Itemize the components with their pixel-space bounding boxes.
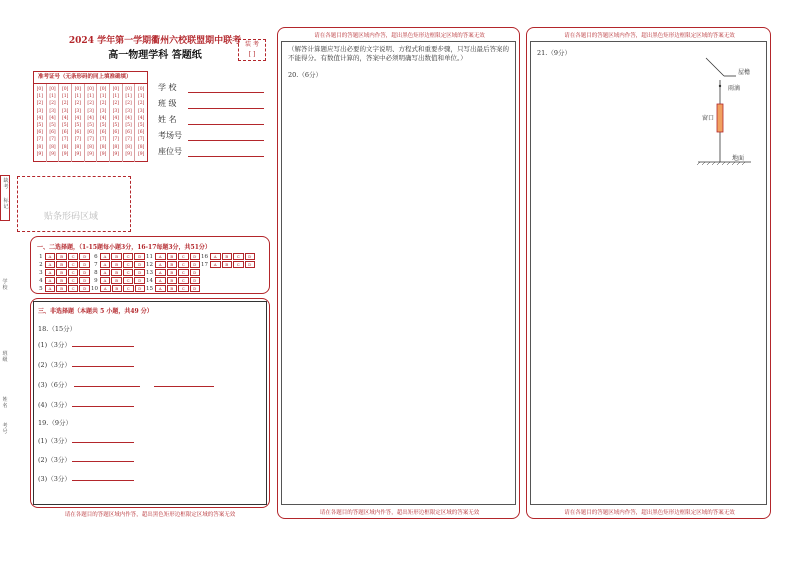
mcq-question-group bbox=[36, 269, 91, 276]
exam-id-digit-bubble[interactable]: [4] bbox=[100, 115, 107, 121]
mcq-row bbox=[36, 285, 201, 292]
info-field bbox=[158, 146, 270, 160]
q18-part: (2)（3分） bbox=[38, 361, 71, 369]
mcq-option-bubble[interactable]: A bbox=[155, 285, 166, 292]
exam-id-digit-bubble[interactable]: [4] bbox=[36, 115, 44, 121]
exam-id-digit-bubble[interactable]: [6] bbox=[49, 130, 56, 136]
mcq-question-number: 5 bbox=[39, 285, 43, 292]
info-field-input-line[interactable] bbox=[188, 124, 264, 125]
exam-id-digit-bubble[interactable]: [1] bbox=[125, 94, 132, 100]
exam-id-digit-bubble[interactable]: [2] bbox=[74, 101, 82, 107]
q20-label: 20.（6分） bbox=[288, 71, 322, 79]
mcq-option-bubble[interactable]: D bbox=[79, 277, 90, 284]
exam-id-digit-bubble[interactable]: [0] bbox=[87, 87, 94, 92]
absent-label: 装 考 bbox=[245, 41, 259, 48]
exam-id-digit-bubble[interactable]: [7] bbox=[36, 137, 44, 143]
mcq-option-bubble[interactable]: C bbox=[178, 261, 189, 268]
mcq-option-bubble[interactable]: C bbox=[68, 277, 79, 284]
exam-id-digit-bubble[interactable]: [8] bbox=[100, 144, 107, 150]
absent-mark-tab[interactable] bbox=[0, 175, 10, 221]
exam-id-digit-bubble[interactable]: [7] bbox=[138, 137, 145, 143]
mcq-row bbox=[36, 269, 201, 276]
info-field bbox=[158, 98, 270, 112]
exam-id-digit-bubble[interactable]: [5] bbox=[49, 123, 56, 129]
ground-hatch bbox=[697, 162, 745, 165]
mcq-option-bubble[interactable]: B bbox=[167, 277, 178, 284]
exam-id-digit-bubble[interactable]: [5] bbox=[100, 123, 107, 129]
mcq-question-number: 11 bbox=[146, 253, 153, 260]
exam-id-digit-bubble[interactable]: [5] bbox=[36, 123, 44, 129]
exam-id-digit-bubble[interactable]: [6] bbox=[138, 130, 145, 136]
q19-part: (1)（3分） bbox=[38, 437, 71, 445]
mcq-row bbox=[36, 277, 201, 284]
sidebar-label: 姓名 bbox=[2, 397, 8, 409]
exam-id-digit-bubble[interactable]: [0] bbox=[49, 87, 56, 92]
q18-part: (3)（6分） bbox=[38, 381, 71, 389]
mcq-option-bubble[interactable]: A bbox=[100, 277, 111, 284]
section3-panel bbox=[30, 298, 270, 508]
exam-id-digit-bubble[interactable]: [9] bbox=[36, 151, 44, 157]
mcq-option-bubble[interactable]: B bbox=[111, 277, 122, 284]
exam-id-digit-bubble[interactable]: [5] bbox=[74, 123, 82, 129]
drop-label: 雨滴 bbox=[728, 85, 741, 92]
sidebar-label: 考号 bbox=[2, 423, 8, 435]
mcq-question-number: 10 bbox=[91, 285, 98, 292]
mcq-option-bubble[interactable]: A bbox=[100, 253, 111, 260]
mcq-option-bubble[interactable]: B bbox=[112, 285, 123, 292]
exam-id-digit-bubble[interactable]: [2] bbox=[112, 101, 120, 107]
mcq-option-bubble[interactable]: D bbox=[134, 253, 145, 260]
exam-id-digit-bubble[interactable]: [0] bbox=[100, 87, 107, 92]
raindrop-icon bbox=[719, 85, 721, 87]
exam-id-digit-bubble[interactable]: [4] bbox=[125, 115, 132, 121]
exam-id-digit-bubble[interactable]: [4] bbox=[112, 115, 120, 121]
exam-id-digit-bubble[interactable]: [2] bbox=[100, 101, 107, 107]
col1-bottom-notice: 请在各题目的答题区域内作答，超出黑色矩形边框限定区域的答案无效 bbox=[64, 512, 236, 518]
exam-id-digit-bubble[interactable]: [4] bbox=[61, 115, 69, 121]
exam-id-column bbox=[135, 84, 147, 162]
info-field-input-line[interactable] bbox=[188, 140, 264, 141]
mcq-option-bubble[interactable]: A bbox=[210, 261, 221, 268]
info-field bbox=[158, 82, 270, 96]
exam-id-digit-bubble[interactable]: [4] bbox=[87, 115, 94, 121]
exam-id-column bbox=[110, 84, 123, 162]
exam-id-column bbox=[123, 84, 136, 162]
mcq-option-bubble[interactable]: C bbox=[178, 285, 189, 292]
q19-part: (2)（3分） bbox=[38, 456, 71, 464]
mcq-question-group bbox=[146, 277, 201, 284]
mcq-question-group bbox=[91, 269, 146, 276]
mcq-option-bubble[interactable]: C bbox=[123, 261, 134, 268]
mcq-option-bubble[interactable]: C bbox=[68, 261, 79, 268]
col2-top-notice: 请在各题目的答题区域内作答，超出黑色矩形边框限定区域的答案无效 bbox=[314, 33, 485, 39]
mcq-option-bubble[interactable]: A bbox=[155, 253, 166, 260]
mcq-option-bubble[interactable]: A bbox=[155, 269, 166, 276]
exam-id-digit-bubble[interactable]: [3] bbox=[100, 108, 107, 114]
exam-id-digit-bubble[interactable]: [6] bbox=[74, 130, 82, 136]
answer-line[interactable] bbox=[72, 366, 134, 367]
info-field-label: 考场号 bbox=[158, 131, 182, 140]
mcq-option-bubble[interactable]: B bbox=[167, 269, 178, 276]
mcq-option-bubble[interactable]: D bbox=[79, 261, 90, 268]
mcq-question-group bbox=[91, 277, 146, 284]
mcq-question-group bbox=[91, 253, 146, 260]
barcode-area bbox=[17, 176, 131, 232]
mcq-option-bubble[interactable]: D bbox=[79, 269, 90, 276]
info-field-label: 座位号 bbox=[158, 147, 182, 156]
exam-id-digit-bubble[interactable]: [7] bbox=[61, 137, 69, 143]
exam-id-digit-bubble[interactable]: [0] bbox=[74, 87, 82, 92]
exam-id-digit-bubble[interactable]: [8] bbox=[49, 144, 56, 150]
mcq-question-number: 15 bbox=[146, 285, 153, 292]
exam-id-digit-bubble[interactable]: [1] bbox=[138, 94, 145, 100]
mcq-row bbox=[36, 261, 256, 268]
mcq-question-group bbox=[36, 285, 91, 292]
answer-line[interactable] bbox=[72, 480, 134, 481]
mcq-option-bubble[interactable]: D bbox=[134, 277, 145, 284]
mcq-option-bubble[interactable]: D bbox=[190, 261, 201, 268]
answer-line[interactable] bbox=[72, 461, 134, 462]
section3-title: 三、非选择题（本题共 5 小题，共49 分） bbox=[38, 308, 153, 315]
exam-id-digit-bubble[interactable]: [8] bbox=[36, 144, 44, 150]
exam-id-digit-bubble[interactable]: [9] bbox=[138, 151, 145, 157]
mcq-option-bubble[interactable]: C bbox=[178, 253, 189, 260]
exam-id-digit-bubble[interactable]: [9] bbox=[49, 151, 56, 157]
left-sidebar bbox=[0, 175, 10, 445]
exam-id-digit-bubble[interactable]: [3] bbox=[125, 108, 132, 114]
mcq-option-bubble[interactable]: A bbox=[45, 269, 56, 276]
sidebar-label: 缺考 bbox=[3, 178, 9, 190]
mcq-question-group bbox=[146, 253, 201, 260]
exam-id-grid bbox=[33, 71, 148, 162]
exam-id-digit-bubble[interactable]: [9] bbox=[112, 151, 120, 157]
exam-id-digit-bubble[interactable]: [3] bbox=[61, 108, 69, 114]
mcq-option-bubble[interactable]: D bbox=[190, 285, 201, 292]
exam-id-digit-bubble[interactable]: [1] bbox=[87, 94, 94, 100]
exam-id-digit-bubble[interactable]: [8] bbox=[74, 144, 82, 150]
exam-id-digit-bubble[interactable]: [3] bbox=[87, 108, 94, 114]
mcq-question-number: 6 bbox=[94, 253, 98, 260]
exam-id-digit-bubble[interactable]: [0] bbox=[125, 87, 132, 92]
mcq-option-bubble[interactable]: D bbox=[245, 261, 256, 268]
exam-id-digit-bubble[interactable]: [7] bbox=[100, 137, 107, 143]
mcq-option-bubble[interactable]: A bbox=[210, 253, 221, 260]
mcq-option-bubble[interactable]: B bbox=[111, 269, 122, 276]
exam-id-column bbox=[97, 84, 110, 162]
roof-line bbox=[706, 58, 724, 76]
mcq-option-bubble[interactable]: C bbox=[178, 269, 189, 276]
mcq-option-bubble[interactable]: A bbox=[155, 277, 166, 284]
mcq-option-bubble[interactable]: A bbox=[155, 261, 166, 268]
exam-id-digit-bubble[interactable]: [0] bbox=[36, 87, 44, 92]
exam-id-digit-bubble[interactable]: [5] bbox=[87, 123, 94, 129]
exam-id-digit-bubble[interactable]: [3] bbox=[112, 108, 120, 114]
mcq-option-bubble[interactable]: B bbox=[56, 261, 67, 268]
ground-label: 地面 bbox=[732, 155, 745, 162]
answer-line[interactable] bbox=[72, 346, 134, 347]
mcq-option-bubble[interactable]: D bbox=[134, 261, 145, 268]
exam-id-column bbox=[59, 84, 72, 162]
mcq-option-bubble[interactable]: D bbox=[79, 285, 90, 292]
q18-label: 18.（15分） bbox=[38, 325, 77, 333]
exam-id-digit-bubble[interactable]: [5] bbox=[112, 123, 120, 129]
mcq-option-bubble[interactable]: B bbox=[222, 261, 233, 268]
exam-id-column bbox=[72, 84, 85, 162]
sheet-subtitle: 高一物理学科 答题纸 bbox=[108, 50, 202, 61]
mcq-option-bubble[interactable]: B bbox=[167, 253, 178, 260]
info-field bbox=[158, 114, 270, 128]
exam-id-digit-bubble[interactable]: [3] bbox=[74, 108, 82, 114]
window-rect bbox=[717, 104, 723, 132]
mcq-option-bubble[interactable]: B bbox=[111, 253, 122, 260]
info-field-label: 学 校 bbox=[158, 83, 177, 92]
mcq-question-number: 4 bbox=[39, 277, 43, 284]
exam-id-digit-bubble[interactable]: [3] bbox=[49, 108, 56, 114]
exam-id-digit-bubble[interactable]: [0] bbox=[138, 87, 145, 92]
info-field-input-line[interactable] bbox=[188, 92, 264, 93]
exam-id-digit-bubble[interactable]: [6] bbox=[100, 130, 107, 136]
mcq-option-bubble[interactable]: C bbox=[233, 253, 244, 260]
mcq-option-bubble[interactable]: B bbox=[167, 285, 178, 292]
info-field-input-line[interactable] bbox=[188, 108, 264, 109]
col3-bottom-notice: 请在各题目的答题区域内作答，超出黑色矩形边框限定区域的答案无效 bbox=[564, 510, 735, 516]
mcq-option-bubble[interactable]: C bbox=[178, 277, 189, 284]
exam-id-digit-bubble[interactable]: [7] bbox=[125, 137, 132, 143]
mcq-option-bubble[interactable]: B bbox=[167, 261, 178, 268]
q19-label: 19.（9分） bbox=[38, 419, 72, 427]
info-field-label: 姓 名 bbox=[158, 115, 177, 124]
col3-panel bbox=[526, 27, 771, 519]
mcq-question-number: 17 bbox=[201, 261, 208, 268]
exam-id-digit-bubble[interactable]: [7] bbox=[74, 137, 82, 143]
mcq-question-number: 8 bbox=[94, 269, 98, 276]
raindrop-window-diagram bbox=[696, 56, 771, 166]
exam-id-digit-bubble[interactable]: [0] bbox=[112, 87, 120, 92]
sidebar-label: 学校 bbox=[2, 279, 8, 291]
exam-id-digit-bubble[interactable]: [8] bbox=[125, 144, 132, 150]
exam-id-digit-bubble[interactable]: [9] bbox=[100, 151, 107, 157]
info-field-label: 班 级 bbox=[158, 99, 177, 108]
exam-title: 2024 学年第一学期衢州六校联盟期中联考 bbox=[68, 36, 242, 46]
mcq-option-bubble[interactable]: C bbox=[68, 269, 79, 276]
exam-id-digit-bubble[interactable]: [3] bbox=[138, 108, 145, 114]
mcq-option-bubble[interactable]: D bbox=[135, 285, 146, 292]
mcq-question-group bbox=[146, 285, 201, 292]
mcq-option-bubble[interactable]: A bbox=[100, 285, 111, 292]
mcq-question-number: 2 bbox=[39, 261, 43, 268]
mcq-question-group bbox=[201, 253, 256, 260]
exam-id-digit-bubble[interactable]: [1] bbox=[112, 94, 120, 100]
mcq-question-group bbox=[36, 253, 91, 260]
absent-checkbox[interactable]: [ ] bbox=[248, 51, 256, 58]
mcq-question-group bbox=[36, 261, 91, 268]
mcq-option-bubble[interactable]: B bbox=[56, 285, 67, 292]
mcq-option-bubble[interactable]: D bbox=[134, 269, 145, 276]
mcq-option-bubble[interactable]: C bbox=[123, 277, 134, 284]
mcq-option-bubble[interactable]: C bbox=[123, 285, 134, 292]
exam-id-digit-bubble[interactable]: [4] bbox=[74, 115, 82, 121]
mcq-option-bubble[interactable]: B bbox=[111, 261, 122, 268]
exam-id-digit-bubble[interactable]: [2] bbox=[61, 101, 69, 107]
exam-id-column bbox=[47, 84, 60, 162]
q20-answer-area[interactable] bbox=[281, 41, 516, 505]
exam-id-digit-bubble[interactable]: [4] bbox=[138, 115, 145, 121]
answer-line[interactable] bbox=[72, 406, 134, 407]
mcq-question-number: 12 bbox=[146, 261, 153, 268]
instruction-text: （解答计算题应写出必要的文字说明、方程式和重要步骤，只写出最后答案的不能得分。有数值计算的，答案中必须明确写出数值和单位。） bbox=[288, 45, 509, 62]
mcq-option-bubble[interactable]: D bbox=[190, 277, 201, 284]
mcq-option-bubble[interactable]: B bbox=[56, 277, 67, 284]
mcq-option-bubble[interactable]: D bbox=[190, 253, 201, 260]
exam-id-digit-bubble[interactable]: [6] bbox=[87, 130, 94, 136]
mcq-question-group bbox=[36, 277, 91, 284]
mcq-option-bubble[interactable]: C bbox=[123, 269, 134, 276]
exam-id-digit-bubble[interactable]: [0] bbox=[61, 87, 69, 92]
exam-id-digit-bubble[interactable]: [9] bbox=[87, 151, 94, 157]
mcq-option-bubble[interactable]: D bbox=[245, 253, 256, 260]
mcq-option-bubble[interactable]: C bbox=[68, 285, 79, 292]
exam-id-digit-bubble[interactable]: [9] bbox=[74, 151, 82, 157]
col2-panel bbox=[277, 27, 520, 519]
exam-id-digit-bubble[interactable]: [7] bbox=[87, 137, 94, 143]
sidebar-label: 班级 bbox=[2, 351, 8, 363]
exam-id-digit-bubble[interactable]: [3] bbox=[36, 108, 44, 114]
exam-id-digit-bubble[interactable]: [6] bbox=[36, 130, 44, 136]
mcq-question-group bbox=[146, 269, 201, 276]
col3-top-notice: 请在各题目的答题区域内作答，超出黑色矩形边框限定区域的答案无效 bbox=[564, 33, 735, 39]
exam-id-column bbox=[34, 84, 47, 162]
window-label: 窗口 bbox=[702, 115, 715, 122]
exam-id-digit-bubble[interactable]: [9] bbox=[61, 151, 69, 157]
exam-id-digit-bubble[interactable]: [6] bbox=[61, 130, 69, 136]
exam-id-digit-bubble[interactable]: [2] bbox=[138, 101, 145, 107]
mcq-question-number: 1 bbox=[39, 253, 43, 260]
mcq-question-number: 14 bbox=[146, 277, 153, 284]
col2-bottom-notice: 请在各题目的答题区域内作答，超出矩形边框限定区域的答案无效 bbox=[319, 510, 480, 516]
exam-id-digit-bubble[interactable]: [6] bbox=[125, 130, 132, 136]
info-field bbox=[158, 130, 270, 144]
mcq-option-bubble[interactable]: A bbox=[100, 261, 111, 268]
exam-id-digit-bubble[interactable]: [5] bbox=[61, 123, 69, 129]
mcq-option-bubble[interactable]: C bbox=[233, 261, 244, 268]
mcq-option-bubble[interactable]: B bbox=[56, 253, 67, 260]
exam-id-digit-bubble[interactable]: [7] bbox=[112, 137, 120, 143]
exam-id-digit-bubble[interactable]: [5] bbox=[138, 123, 145, 129]
answer-line[interactable] bbox=[154, 386, 214, 387]
exam-id-digit-bubble[interactable]: [2] bbox=[36, 101, 44, 107]
mcq-question-number: 16 bbox=[201, 253, 208, 260]
exam-id-columns bbox=[34, 84, 147, 162]
mcq-section bbox=[30, 236, 270, 294]
mcq-option-bubble[interactable]: C bbox=[68, 253, 79, 260]
mcq-option-bubble[interactable]: D bbox=[190, 269, 201, 276]
exam-id-digit-bubble[interactable]: [1] bbox=[61, 94, 69, 100]
exam-id-column bbox=[85, 84, 98, 162]
exam-id-digit-bubble[interactable]: [4] bbox=[49, 115, 56, 121]
exam-id-digit-bubble[interactable]: [1] bbox=[74, 94, 82, 100]
mcq-question-number: 13 bbox=[146, 269, 153, 276]
mcq-question-number: 7 bbox=[94, 261, 98, 268]
exam-id-digit-bubble[interactable]: [6] bbox=[112, 130, 120, 136]
mcq-title: 一、二选择题，（1-15题每小题3分，16-17每题3分，共51分） bbox=[37, 244, 211, 251]
answer-line[interactable] bbox=[72, 442, 134, 443]
exam-id-digit-bubble[interactable]: [8] bbox=[112, 144, 120, 150]
q21-answer-area[interactable] bbox=[530, 41, 767, 505]
mcq-option-bubble[interactable]: A bbox=[45, 285, 56, 292]
absent-box[interactable] bbox=[238, 39, 266, 61]
answer-line[interactable] bbox=[74, 386, 140, 387]
exam-id-digit-bubble[interactable]: [1] bbox=[49, 94, 56, 100]
mcq-option-bubble[interactable]: A bbox=[45, 277, 56, 284]
exam-id-digit-bubble[interactable]: [8] bbox=[138, 144, 145, 150]
mcq-option-bubble[interactable]: B bbox=[56, 269, 67, 276]
mcq-question-group bbox=[91, 261, 146, 268]
mcq-option-bubble[interactable]: A bbox=[45, 253, 56, 260]
exam-id-digit-bubble[interactable]: [8] bbox=[87, 144, 94, 150]
barcode-label: 贴条形码区域 bbox=[44, 212, 99, 222]
exam-id-digit-bubble[interactable]: [1] bbox=[36, 94, 44, 100]
section3-answer-area[interactable] bbox=[33, 301, 267, 505]
exam-id-digit-bubble[interactable]: [5] bbox=[125, 123, 132, 129]
mcq-option-bubble[interactable]: D bbox=[79, 253, 90, 260]
mcq-question-number: 9 bbox=[94, 277, 98, 284]
mcq-question-group bbox=[91, 285, 146, 292]
mcq-row bbox=[36, 253, 256, 260]
mcq-option-bubble[interactable]: A bbox=[45, 261, 56, 268]
mcq-question-group bbox=[201, 261, 256, 268]
mcq-option-bubble[interactable]: C bbox=[123, 253, 134, 260]
q18-part: (4)（3分） bbox=[38, 401, 71, 409]
q21-label: 21.（9分） bbox=[537, 49, 571, 57]
mcq-option-bubble[interactable]: B bbox=[222, 253, 233, 260]
exam-id-label: 准考证号（无条形码的同上填准确填） bbox=[34, 72, 147, 84]
mcq-option-bubble[interactable]: A bbox=[100, 269, 111, 276]
q19-part: (3)（3分） bbox=[38, 475, 71, 483]
mcq-question-number: 3 bbox=[39, 269, 43, 276]
q18-part: (1)（3分） bbox=[38, 341, 71, 349]
roof-label: 屋檐 bbox=[738, 69, 751, 76]
exam-id-digit-bubble[interactable]: [8] bbox=[61, 144, 69, 150]
mcq-question-group bbox=[146, 261, 201, 268]
exam-id-digit-bubble[interactable]: [7] bbox=[49, 137, 56, 143]
sidebar-label: 标记 bbox=[3, 198, 9, 210]
exam-id-digit-bubble[interactable]: [9] bbox=[125, 151, 132, 157]
exam-id-digit-bubble[interactable]: [1] bbox=[100, 94, 107, 100]
exam-id-digit-bubble[interactable]: [2] bbox=[87, 101, 94, 107]
exam-id-digit-bubble[interactable]: [2] bbox=[49, 101, 56, 107]
exam-id-digit-bubble[interactable]: [2] bbox=[125, 101, 132, 107]
info-field-input-line[interactable] bbox=[188, 156, 264, 157]
